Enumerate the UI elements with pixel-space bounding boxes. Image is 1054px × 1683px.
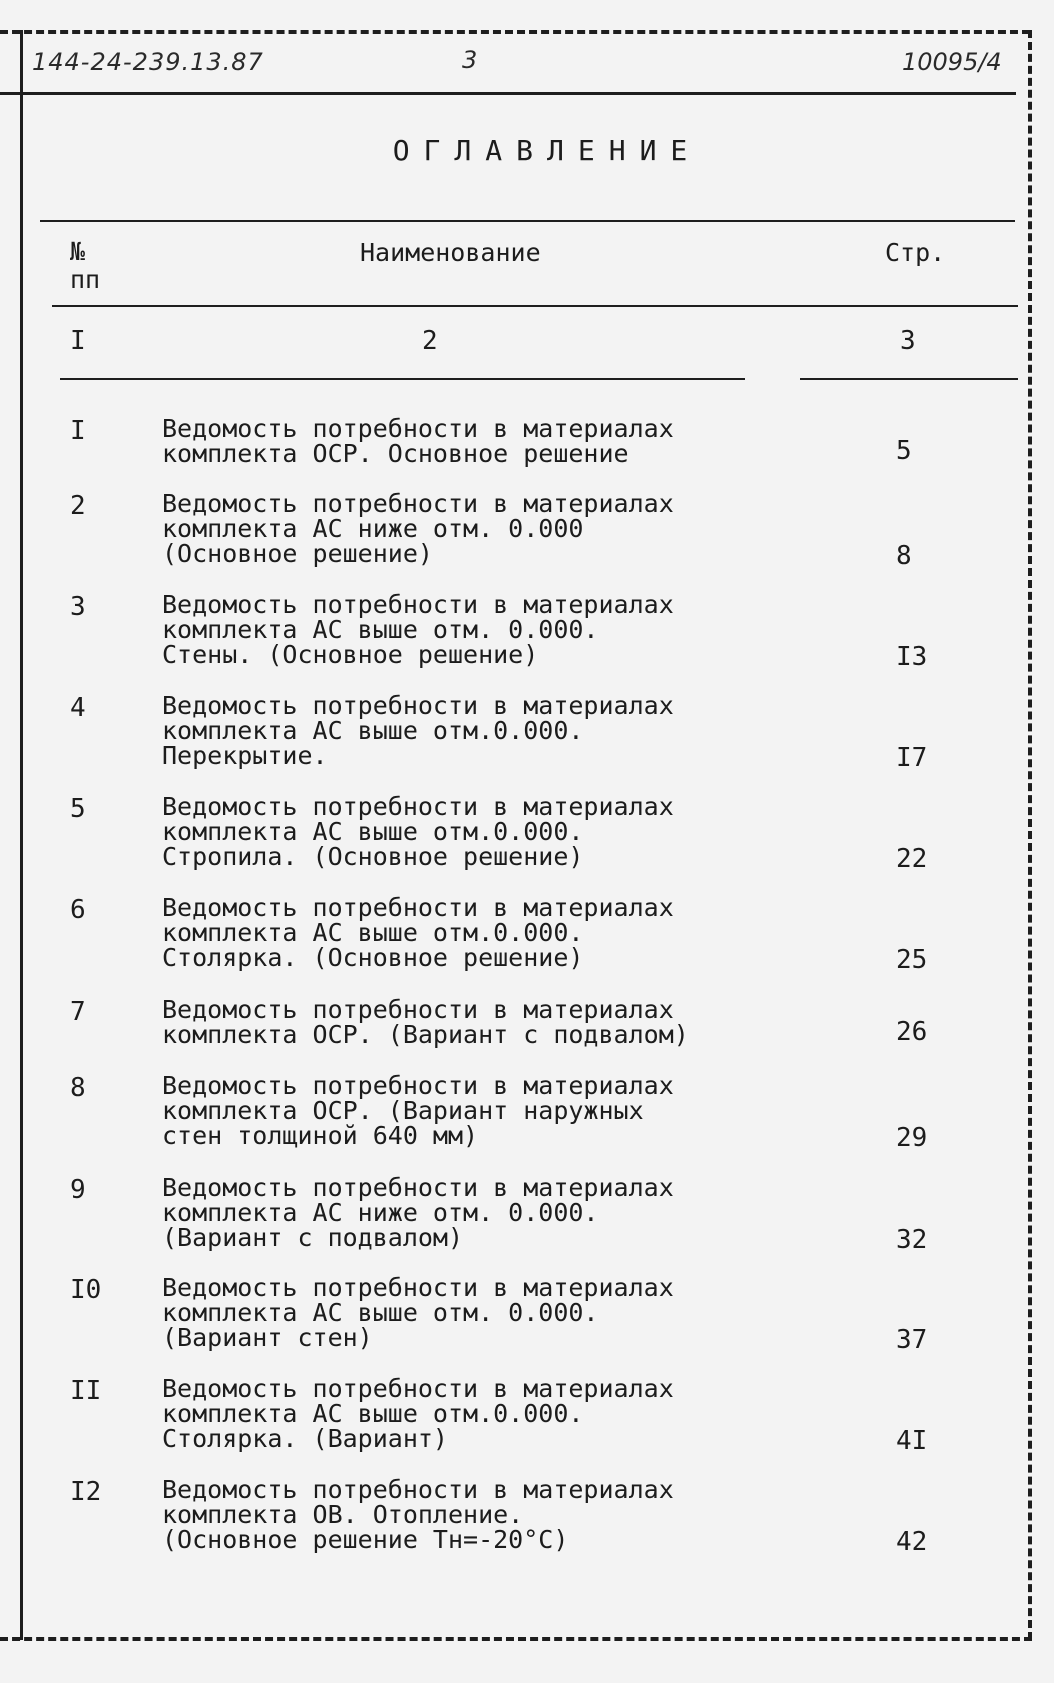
document-code: 144-24-239.13.87 bbox=[32, 48, 264, 76]
row-title: Ведомость потребности в материалах комплекта ОСР. (Вариант с подвалом) bbox=[162, 995, 689, 1049]
row-number: 3 bbox=[70, 592, 86, 622]
row-number: 7 bbox=[70, 997, 86, 1027]
row-page: 32 bbox=[896, 1225, 928, 1255]
page-number: 3 bbox=[462, 46, 478, 74]
row-title: Ведомость потребности в материалах комплекта АС выше отм. 0.000. (Вариант стен) bbox=[162, 1273, 674, 1352]
row-number: 4 bbox=[70, 693, 86, 723]
frame-top-border bbox=[0, 30, 1030, 34]
row-page: I3 bbox=[896, 642, 928, 672]
row-title: Ведомость потребности в материалах комплекта АС выше отм. 0.000. Стены. (Основное решение) bbox=[162, 590, 674, 669]
row-number: I bbox=[70, 416, 86, 446]
sheet-code: 10095/4 bbox=[902, 48, 1002, 76]
column-index-3: 3 bbox=[900, 326, 916, 356]
row-title: Ведомость потребности в материалах комплекта АС выше отм.0.000. Перекрытие. bbox=[162, 691, 674, 770]
row-number: 2 bbox=[70, 491, 86, 521]
column-index-2: 2 bbox=[422, 326, 438, 356]
header-number: № пп bbox=[70, 237, 101, 294]
row-page: 4I bbox=[896, 1426, 928, 1456]
header-divider bbox=[0, 92, 1016, 95]
header-name: Наименование bbox=[360, 238, 541, 267]
column-index-1: I bbox=[70, 326, 86, 356]
table-top-rule bbox=[40, 220, 1015, 222]
row-page: I7 bbox=[896, 743, 928, 773]
row-title: Ведомость потребности в материалах комплекта ОСР. Основное решение bbox=[162, 414, 674, 468]
row-number: 6 bbox=[70, 895, 86, 925]
row-title: Ведомость потребности в материалах комплекта АС выше отм.0.000. Стропила. (Основное решение) bbox=[162, 792, 674, 871]
header-page: Стр. bbox=[885, 238, 946, 267]
row-number: 8 bbox=[70, 1073, 86, 1103]
row-title: Ведомость потребности в материалах комплекта АС выше отм.0.000. Столярка. (Основное решение) bbox=[162, 893, 674, 972]
row-page: 37 bbox=[896, 1325, 928, 1355]
row-title: Ведомость потребности в материалах комплекта ОВ. Отопление. (Основное решение Тн=-20°С) bbox=[162, 1475, 674, 1554]
row-title: Ведомость потребности в материалах комплекта ОСР. (Вариант наружных стен толщиной 640 мм) bbox=[162, 1071, 674, 1150]
row-page: 26 bbox=[896, 1017, 928, 1047]
index-rule-left bbox=[60, 378, 745, 380]
row-page: 8 bbox=[896, 541, 912, 571]
page-title: ОГЛАВЛЕНИЕ bbox=[392, 134, 702, 167]
row-title: Ведомость потребности в материалах комплекта АС ниже отм. 0.000. (Вариант с подвалом) bbox=[162, 1173, 674, 1252]
row-page: 29 bbox=[896, 1123, 928, 1153]
frame-right-border bbox=[1028, 30, 1032, 1640]
frame-left-border bbox=[20, 30, 23, 1640]
frame-bottom-border bbox=[0, 1637, 1032, 1641]
row-number: II bbox=[70, 1376, 102, 1406]
row-number: 5 bbox=[70, 794, 86, 824]
row-title: Ведомость потребности в материалах комплекта АС выше отм.0.000. Столярка. (Вариант) bbox=[162, 1374, 674, 1453]
row-title: Ведомость потребности в материалах комплекта АС ниже отм. 0.000 (Основное решение) bbox=[162, 489, 674, 568]
row-page: 22 bbox=[896, 844, 928, 874]
row-page: 5 bbox=[896, 436, 912, 466]
row-page: 25 bbox=[896, 945, 928, 975]
row-number: I2 bbox=[70, 1477, 102, 1507]
index-rule-right bbox=[800, 378, 1018, 380]
row-number: I0 bbox=[70, 1275, 102, 1305]
header-bottom-rule bbox=[52, 305, 1018, 307]
row-page: 42 bbox=[896, 1527, 928, 1557]
row-number: 9 bbox=[70, 1175, 86, 1205]
